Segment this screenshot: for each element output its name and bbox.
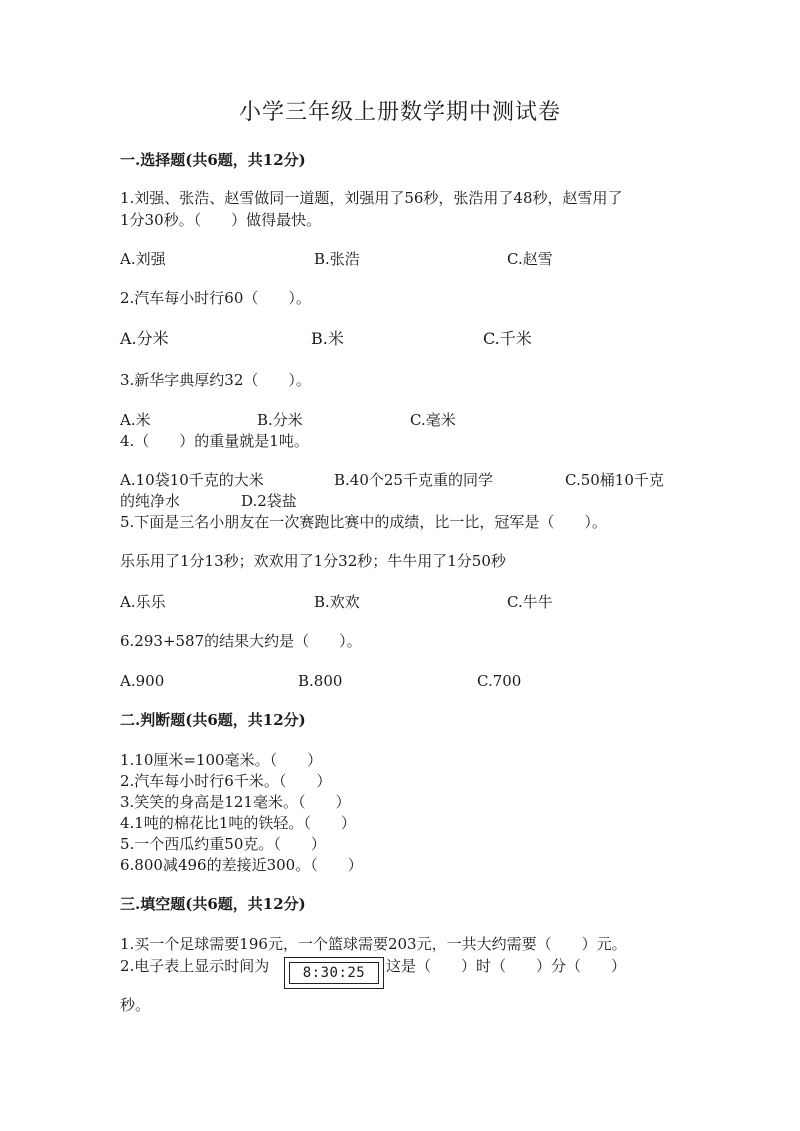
judgement-item-6: 6.800减496的差接近300。（ ） bbox=[120, 856, 363, 874]
question-2-option-a: A.分米 bbox=[120, 329, 169, 348]
question-4-text: 4.（ ）的重量就是1吨。 bbox=[120, 432, 309, 450]
question-5-option-c: C.牛牛 bbox=[507, 593, 553, 611]
question-4-option-a: A.10袋10千克的大米 bbox=[120, 471, 264, 489]
question-5-text: 5.下面是三名小朋友在一次赛跑比赛中的成绩，比一比，冠军是（ ）。 bbox=[120, 513, 607, 531]
digital-clock bbox=[284, 957, 384, 989]
question-3-option-b: B.分米 bbox=[257, 411, 303, 429]
question-2-text: 2.汽车每小时行60（ ）。 bbox=[120, 289, 311, 307]
judgement-item-3: 3.笑笑的身高是121毫米。（ ） bbox=[120, 793, 351, 811]
fill-question-1: 1.买一个足球需要196元，一个篮球需要203元，一共大约需要（ ）元。 bbox=[120, 935, 627, 953]
judgement-item-4: 4.1吨的棉花比1吨的铁轻。（ ） bbox=[120, 814, 356, 832]
question-4-option-c-cont: 的纯净水 bbox=[120, 492, 181, 510]
question-2-option-c: C.千米 bbox=[483, 329, 532, 348]
judgement-item-2: 2.汽车每小时行6千米。（ ） bbox=[120, 772, 332, 790]
fill-question-2-blanks: 这是（ ）时（ ）分（ ） bbox=[386, 957, 627, 975]
section-heading-judgement: 二.判断题(共6题，共12分) bbox=[120, 711, 306, 729]
fill-question-2-end: 秒。 bbox=[120, 996, 151, 1014]
question-3-option-a: A.米 bbox=[120, 411, 151, 429]
question-5-option-a: A.乐乐 bbox=[120, 593, 166, 611]
question-2-option-b: B.米 bbox=[311, 329, 344, 348]
question-4-option-b: B.40个25千克重的同学 bbox=[334, 471, 493, 489]
fill-question-2-text: 2.电子表上显示时间为 bbox=[120, 957, 270, 975]
question-1-text: 1.刘强、张浩、赵雪做同一道题，刘强用了56秒，张浩用了48秒，赵雪用了 bbox=[120, 189, 623, 207]
question-6-option-b: B.800 bbox=[298, 672, 343, 690]
judgement-item-5: 5.一个西瓜约重50克。（ ） bbox=[120, 835, 326, 853]
question-4-option-d: D.2袋盐 bbox=[241, 492, 297, 510]
page-title: 小学三年级上册数学期中测试卷 bbox=[238, 100, 561, 125]
question-4-option-c: C.50桶10千克 bbox=[565, 471, 664, 489]
section-heading-fill-in: 三.填空题(共6题，共12分) bbox=[120, 895, 306, 913]
judgement-item-1: 1.10厘米=100毫米。（ ） bbox=[120, 751, 323, 769]
question-6-option-a: A.900 bbox=[120, 672, 165, 690]
digital-clock-display: 8:30:25 bbox=[289, 962, 379, 984]
question-6-text: 6.293+587的结果大约是（ ）。 bbox=[120, 632, 362, 650]
question-1-option-a: A.刘强 bbox=[120, 250, 166, 268]
question-1-option-c: C.赵雪 bbox=[507, 250, 553, 268]
question-3-option-c: C.毫米 bbox=[410, 411, 456, 429]
question-3-text: 3.新华字典厚约32（ ）。 bbox=[120, 371, 311, 389]
question-5-detail: 乐乐用了1分13秒；欢欢用了1分32秒；牛牛用了1分50秒 bbox=[120, 552, 506, 570]
question-5-option-b: B.欢欢 bbox=[314, 593, 360, 611]
section-heading-choice: 一.选择题(共6题，共12分) bbox=[120, 151, 306, 169]
question-6-option-c: C.700 bbox=[477, 672, 522, 690]
question-1-text-cont: 1分30秒。（ ）做得最快。 bbox=[120, 211, 322, 229]
question-1-option-b: B.张浩 bbox=[314, 250, 360, 268]
